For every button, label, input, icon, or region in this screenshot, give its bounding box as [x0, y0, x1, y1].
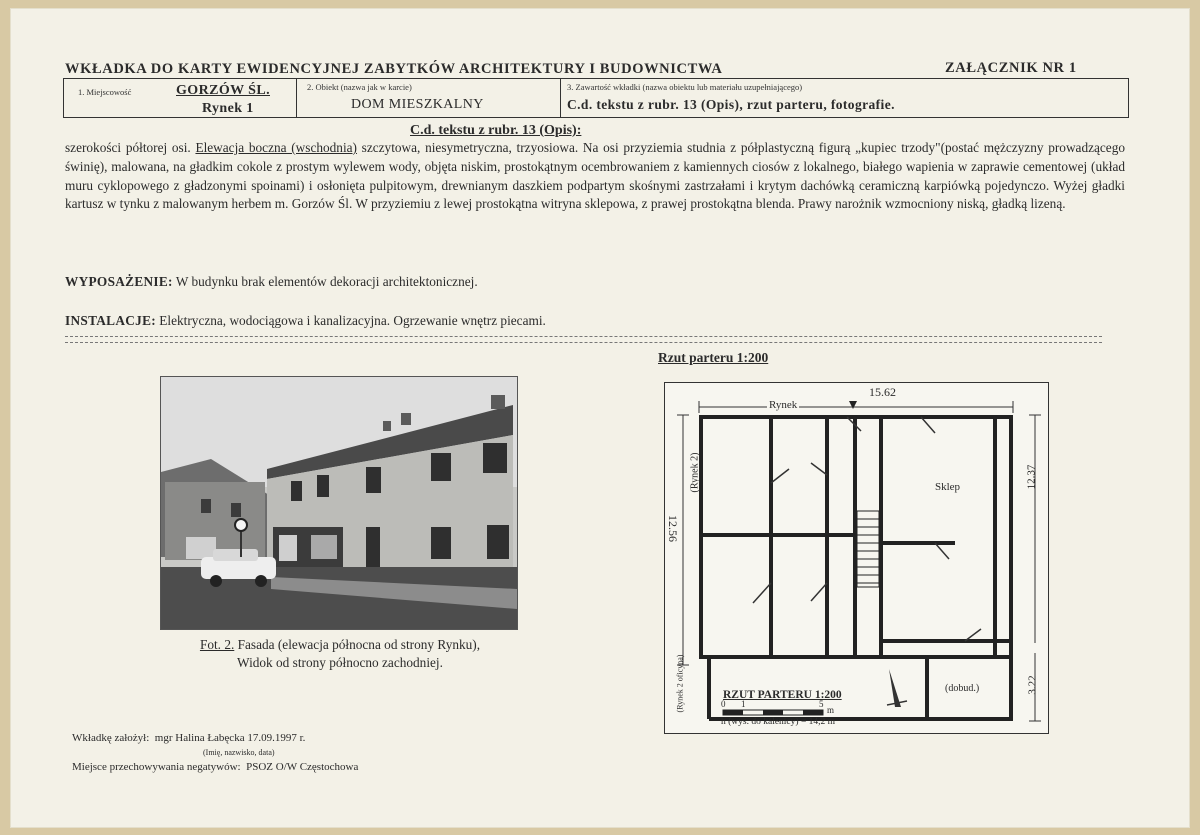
field-object: [297, 79, 561, 117]
author-label: Wkładkę założył:: [72, 732, 150, 744]
field1-sub: Rynek 1: [202, 101, 254, 116]
equipment-line: [65, 274, 478, 290]
storage-line: [72, 761, 358, 773]
field3-label: 3. Zawartość wkładki (nazwa obiektu lub materiału uzupełniającego): [567, 82, 803, 92]
author-hint: (Imię, nazwisko, data): [203, 748, 275, 757]
header-fields-box: [63, 78, 1129, 118]
field2-label: 2. Obiekt (nazwa jak w karcie): [307, 82, 412, 92]
scale-1: 1: [741, 699, 746, 709]
annex-number: ZAŁĄCZNIK NR 1: [945, 60, 1077, 76]
field-content: [561, 79, 1130, 117]
field1-value: GORZÓW ŚL.: [176, 83, 270, 98]
field-locality: [64, 79, 297, 117]
photo-caption: [160, 636, 520, 672]
label-rynek: Rynek: [769, 399, 798, 411]
equipment-label: WYPOSAŻENIE:: [65, 274, 173, 289]
storage-value: PSOZ O/W Częstochowa: [246, 761, 359, 773]
desc-start: szerokości półtorej osi.: [65, 140, 196, 155]
section-divider: [65, 336, 1102, 343]
field1-label: 1. Miejscowość: [78, 87, 132, 97]
dim-top: 15.62: [869, 385, 896, 399]
label-rynek2: (Rynek 2): [689, 452, 701, 493]
floor-plan-title: Rzut parteru 1:200: [658, 350, 769, 365]
scale-5: 5: [819, 699, 824, 709]
north-arrow: [889, 669, 901, 707]
floor-plan-drawing: [665, 383, 1047, 732]
floor-plan: [664, 382, 1049, 734]
label-rynek2-bottom: (Rynek 2 oficyna): [675, 654, 685, 713]
field2-value: DOM MIESZKALNY: [351, 97, 484, 112]
building-photo: [160, 376, 518, 630]
equipment-text: W budynku brak elementów dekoracji architektonicznej.: [172, 274, 478, 289]
caption-line2: Widok od strony północno zachodniej.: [237, 655, 443, 670]
caption-ref: Fot. 2.: [199, 637, 235, 652]
height-note: h (wys. do kalenicy) = 14,2 m: [721, 717, 836, 727]
dim-right-bottom: 3.22: [1026, 675, 1039, 695]
building-photo-image: [161, 377, 517, 629]
form-title: WKŁADKA DO KARTY EWIDENCYJNEJ ZABYTKÓW ARCHITEKTURY I BUDOWNICTWA: [65, 61, 723, 77]
label-plan: RZUT PARTERU 1:200: [723, 689, 842, 701]
scale-0: 0: [721, 699, 726, 709]
author-line: [72, 732, 305, 744]
desc-underlined: Elewacja boczna (wschodnia): [195, 140, 357, 155]
description-heading: C.d. tekstu z rubr. 13 (Opis):: [410, 123, 582, 138]
author-value: mgr Halina Łabęcka 17.09.1997 r.: [154, 732, 306, 744]
label-shop: Sklep: [935, 481, 961, 493]
dim-right: 12.37: [1025, 464, 1038, 490]
scale-m: m: [827, 705, 835, 715]
label-extension: (dobud.): [945, 683, 980, 694]
document-sheet: [10, 8, 1190, 828]
field3-value: C.d. tekstu z rubr. 13 (Opis), rzut parteru, fotografie.: [567, 97, 895, 112]
storage-label: Miejsce przechowywania negatywów:: [72, 761, 241, 773]
caption-line1: Fasada (elewacja północna od strony Rynku),: [234, 637, 481, 652]
installations-line: [65, 313, 546, 329]
description-paragraph: [65, 139, 1125, 214]
entrance-marker: [849, 401, 857, 409]
desc-rest: szczytowa, niesymetryczna, trzyosiowa. Na osi przyziemia studnia z półplastyczną figurą „kupiec trzody"(postać mężczyzny prowadzącego świnię), malowana, na gładkim cokole z prostym wylewem wody, objęta niskim, prostokątnym ocembrowaniem z kamiennych ciosów z lokalnego, białego wapienia w zaprawie cementowej (układ muru cyklopowego z gładzonymi spoinami) i osłonięta pulpitowym, drewnianym daszkiem podpartym skośnymi zastrzałami i krytym dachówką ceramiczną karpiówką pojedynczo. Wyżej gładki kartusz w tynku z malowanym herbem m. Gorzów Śl. W przyziemiu z lewej prostokątna witryna sklepowa, z prawej prostokątna blenda. Prawy narożnik wzmocniony niską, gładką lizeną.: [65, 140, 1125, 212]
installations-label: INSTALACJE:: [65, 313, 156, 328]
installations-text: Elektryczna, wodociągowa i kanalizacyjna. Ogrzewanie wnętrz piecami.: [155, 313, 546, 328]
dim-left: 12.56: [666, 515, 680, 542]
